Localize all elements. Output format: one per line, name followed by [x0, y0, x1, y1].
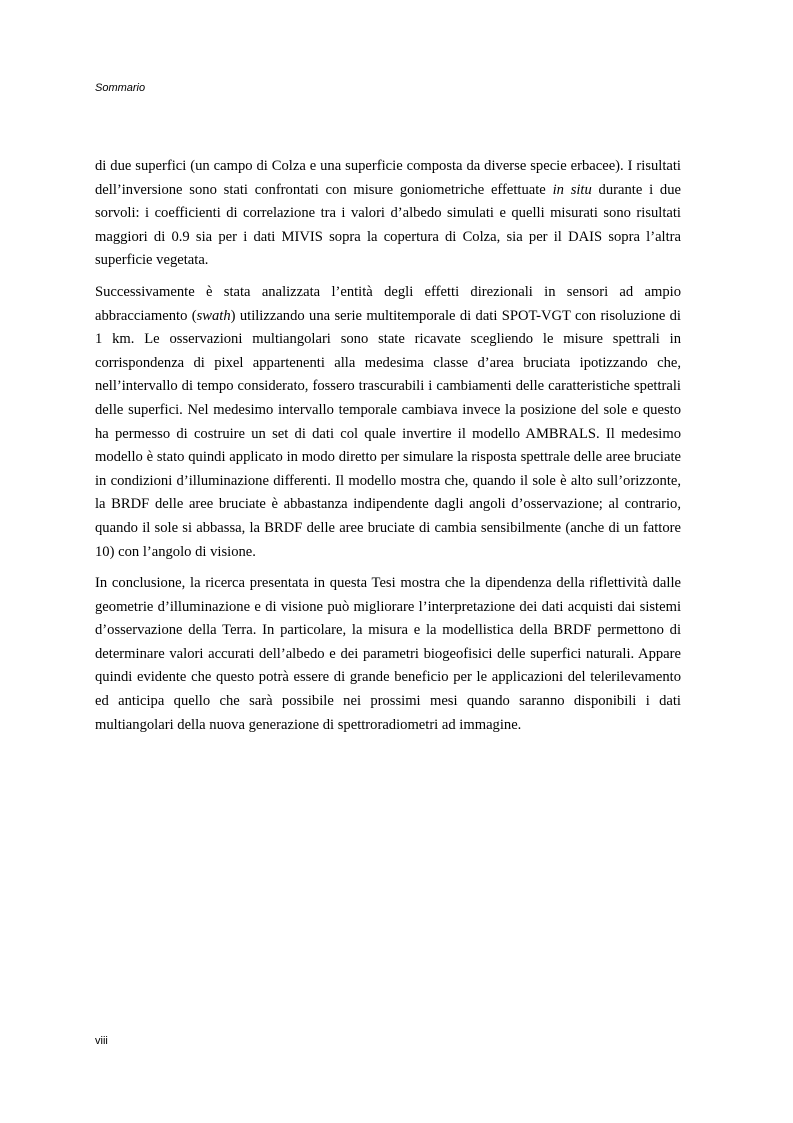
paragraph-1-text-a: di due superfici (un campo di Colza e una superficie composta da diverse specie erbacee). I risultati dell’inversione sono stati confrontati con misure goniometriche effettuate: [95, 158, 681, 198]
paragraph-2-text-a: Successivamente è stata analizzata l’entità degli effetti direzionali in sensori ad ampio abbracciamento (: [95, 283, 681, 324]
body-text: [95, 155, 681, 745]
paragraph-3: [95, 572, 681, 737]
paragraph-3-text: In conclusione, la ricerca presentata in questa Tesi mostra che la dipendenza della riflettività dalle geometrie d’illuminazione e di visione può migliorare l’interpretazione dei dati acquisti dai sistemi d’osservazione della Terra. In particolare, la misura e la modellistica della BRDF permettono di determinare valori accurati dell’albedo e dei parametri biogeofisici delle superfici naturali. Appare quindi evidente che questo potrà essere di grande beneficio per le applicazioni del telerilevamento ed anticipa quello che sarà possibile nei prossimi mesi quando saranno disponibili i dati multiangolari della nuova generazione di spettroradiometri ad immagine.: [95, 575, 681, 733]
paragraph-1-italic-in-situ: in situ: [552, 181, 592, 198]
paragraph-2-text-b: ) utilizzando una serie multitemporale di dati SPOT-VGT con risoluzione di 1 km. Le osservazioni multiangolari sono state ricavate scegliendo le misure spettrali in corrispondenza di pixel appartenenti alla medesima classe d’area bruciata ipotizzando che, nell’intervallo di tempo considerato, fossero trascurabili i cambiamenti delle caratteristiche spettrali delle superfici. Nel medesimo intervallo temporale cambiava invece la posizione del sole e questo ha permesso di costruire un set di dati col quale invertire il modello AMBRALS. Il medesimo modello è stato quindi applicato in modo diretto per simulare la risposta spettrale delle aree bruciate in condizioni d’illuminazione differenti. Il modello mostra che, quando il sole è alto sull’orizzonte, la BRDF delle aree bruciate è abbastanza indipendente dagli angoli d’osservazione; al contrario, quando il sole si abbassa, la BRDF delle aree bruciate di cambia sensibilmente (anche di un fattore 10) con l’angolo di visione.: [95, 307, 681, 560]
paragraph-2-italic-swath: swath: [196, 307, 231, 324]
running-title: Sommario: [95, 82, 146, 94]
page-number: viii: [95, 1035, 108, 1047]
paragraph-1: [95, 155, 681, 273]
paragraph-2: [95, 281, 681, 564]
paragraph-1-text-b: durante i due sorvoli: i coefficienti di correlazione tra i valori d’albedo simulati e quelli misurati sono risultati maggiori di 0.9 sia per i dati MIVIS sopra la copertura di Colza, sia per il DAIS sopra l’altra superficie vegetata.: [95, 181, 681, 269]
